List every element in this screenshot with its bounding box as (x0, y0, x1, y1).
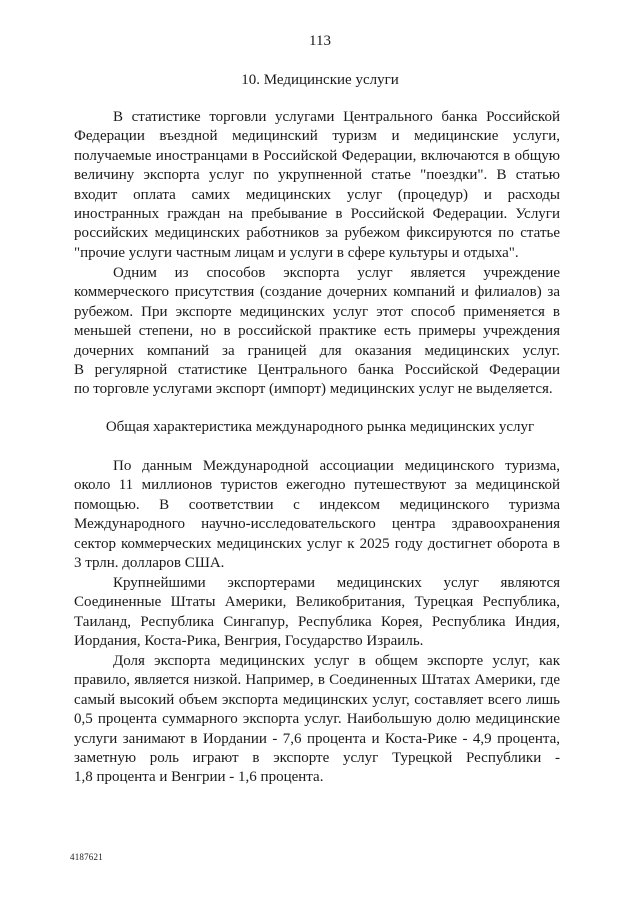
text-line: иностранных граждан на пребывание в Российской Федерации. Услуги (74, 205, 560, 222)
text-line: Таиланд, Республика Сингапур, Республика Корея, Республика Индия, (74, 613, 560, 630)
text-line: Иордания, Коста-Рика, Венгрия, Государство Израиль. (74, 633, 424, 650)
paragraph (74, 264, 560, 400)
text-line: правило, является низкой. Например, в Соединенных Штатах Америки, где (74, 672, 560, 689)
paragraph (74, 652, 560, 788)
text-line: по торговле услугами экспорт (импорт) медицинских услуг не выделяется. (74, 381, 553, 398)
page-number: 113 (309, 33, 331, 49)
text-line: входит оплата самих медицинских услуг (процедур) и расходы (74, 186, 560, 203)
text-line: российских медицинских работников за рубежом фиксируются по статье (74, 225, 560, 242)
text-line: "прочие услуги частным лицам и услуги в сфере культуры и отдыха". (74, 244, 519, 261)
text-line: 3 трлн. долларов США. (74, 554, 225, 571)
paragraph (74, 457, 560, 573)
text-line: Одним из способов экспорта услуг является учреждение (113, 265, 560, 281)
text-line: заметную роль играют в экспорте услуг Турецкой Республики - (74, 749, 560, 766)
text-line: около 11 миллионов туристов ежегодно путешествуют за медицинской (74, 477, 560, 494)
text-line: дочерних компаний за границей для оказания медицинских услуг. (74, 342, 560, 359)
text-line: помощью. В соответствии с индексом медицинского туризма (74, 496, 560, 513)
text-line: самый высокий объем экспорта медицинских услуг, составляет всего лишь (74, 691, 560, 708)
text-line: сектор коммерческих медицинских услуг к 2025 году достигнет оборота в (74, 535, 560, 552)
document-code: 4187621 (70, 852, 103, 862)
text-line: коммерческого присутствия (создание дочерних компаний и филиалов) за (74, 284, 560, 301)
text-line: услуги занимают в Иордании - 7,6 процента и Коста-Рике - 4,9 процента, (74, 730, 560, 747)
text-line: 1,8 процента и Венгрии - 1,6 процента. (74, 769, 324, 786)
section-title: 10. Медицинские услуги (241, 72, 399, 88)
text-line: Международного научно-исследовательского центра здравоохранения (74, 516, 560, 533)
text-line: получаемые иностранцами в Российской Федерации, включаются в общую (74, 147, 560, 164)
text-line: величину экспорта услуг по укрупненной статье "поездки". В статью (74, 167, 560, 184)
text-line: Доля экспорта медицинских услуг в общем экспорте услуг, как (113, 653, 560, 669)
text-line: меньшей степени, но в российской практике есть примеры учреждения (74, 323, 560, 340)
paragraph (74, 574, 560, 652)
text-line: В регулярной статистике Центрального банка Российской Федерации (74, 361, 560, 378)
text-line: Федерации въездной медицинский туризм и медицинские услуги, (74, 128, 560, 145)
paragraph (74, 108, 560, 263)
text-line: 0,5 процента суммарного экспорта услуг. Наибольшую долю медицинские (74, 711, 560, 728)
subsection-title: Общая характеристика международного рынка медицинских услуг (105, 419, 535, 435)
text-line: рубежом. При экспорте медицинских услуг этот способ применяется в (74, 303, 560, 320)
text-line: В статистике торговли услугами Центрального банка Российской (113, 109, 560, 125)
text-line: Соединенные Штаты Америки, Великобритания, Турецкая Республика, (74, 594, 560, 611)
text-line: Крупнейшими экспортерами медицинских услуг являются (113, 575, 560, 591)
text-line: По данным Международной ассоциации медицинского туризма, (113, 458, 560, 474)
